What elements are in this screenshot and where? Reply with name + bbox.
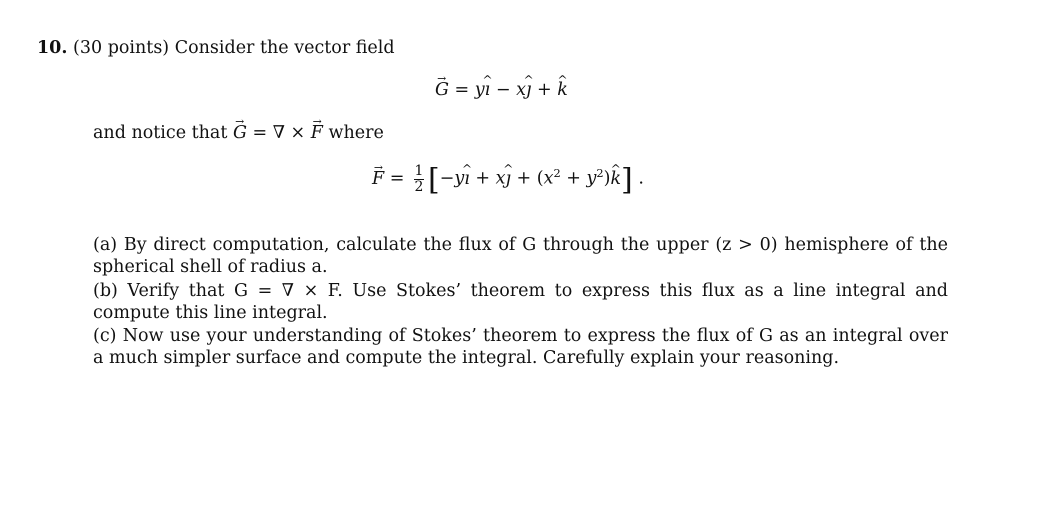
part-b bbox=[93, 280, 948, 324]
equation-g: G → = yı ^ − xȷ ^ + k ^ bbox=[435, 80, 568, 100]
part-b-label: (b) bbox=[93, 281, 118, 301]
part-b-text: Verify that G = ∇ × F. Use Stokes’ theorem to express this flux as a line integral and compute this line integral. bbox=[93, 281, 948, 323]
part-a-text: By direct computation, calculate the flux of G through the upper (z > 0) hemisphere of the spherical shell of radius a. bbox=[93, 235, 948, 277]
notice-suffix: where bbox=[328, 123, 384, 143]
notice-line: and notice that G → = ∇ × F → where bbox=[93, 123, 384, 145]
part-a bbox=[93, 234, 948, 278]
problem-intro: Consider the vector field bbox=[174, 38, 395, 58]
part-c-label: (c) bbox=[93, 326, 117, 346]
notice-prefix: and notice that bbox=[93, 123, 228, 143]
part-c-text: Now use your understanding of Stokes’ theorem to express the flux of G as an integral over a much simpler surface and compute the integral. Carefully explain your reasoning. bbox=[93, 326, 948, 368]
part-a-label: (a) bbox=[93, 235, 118, 255]
problem-points: (30 points) bbox=[73, 38, 170, 58]
part-c bbox=[93, 325, 948, 369]
equation-f: F → = $\frac{1}{2}$ [−yı ^ + xȷ ^ + $(x^2 + y^2)k$ ^] . bbox=[372, 164, 644, 196]
problem-header bbox=[37, 38, 395, 60]
problem-number: 10. bbox=[37, 38, 68, 58]
